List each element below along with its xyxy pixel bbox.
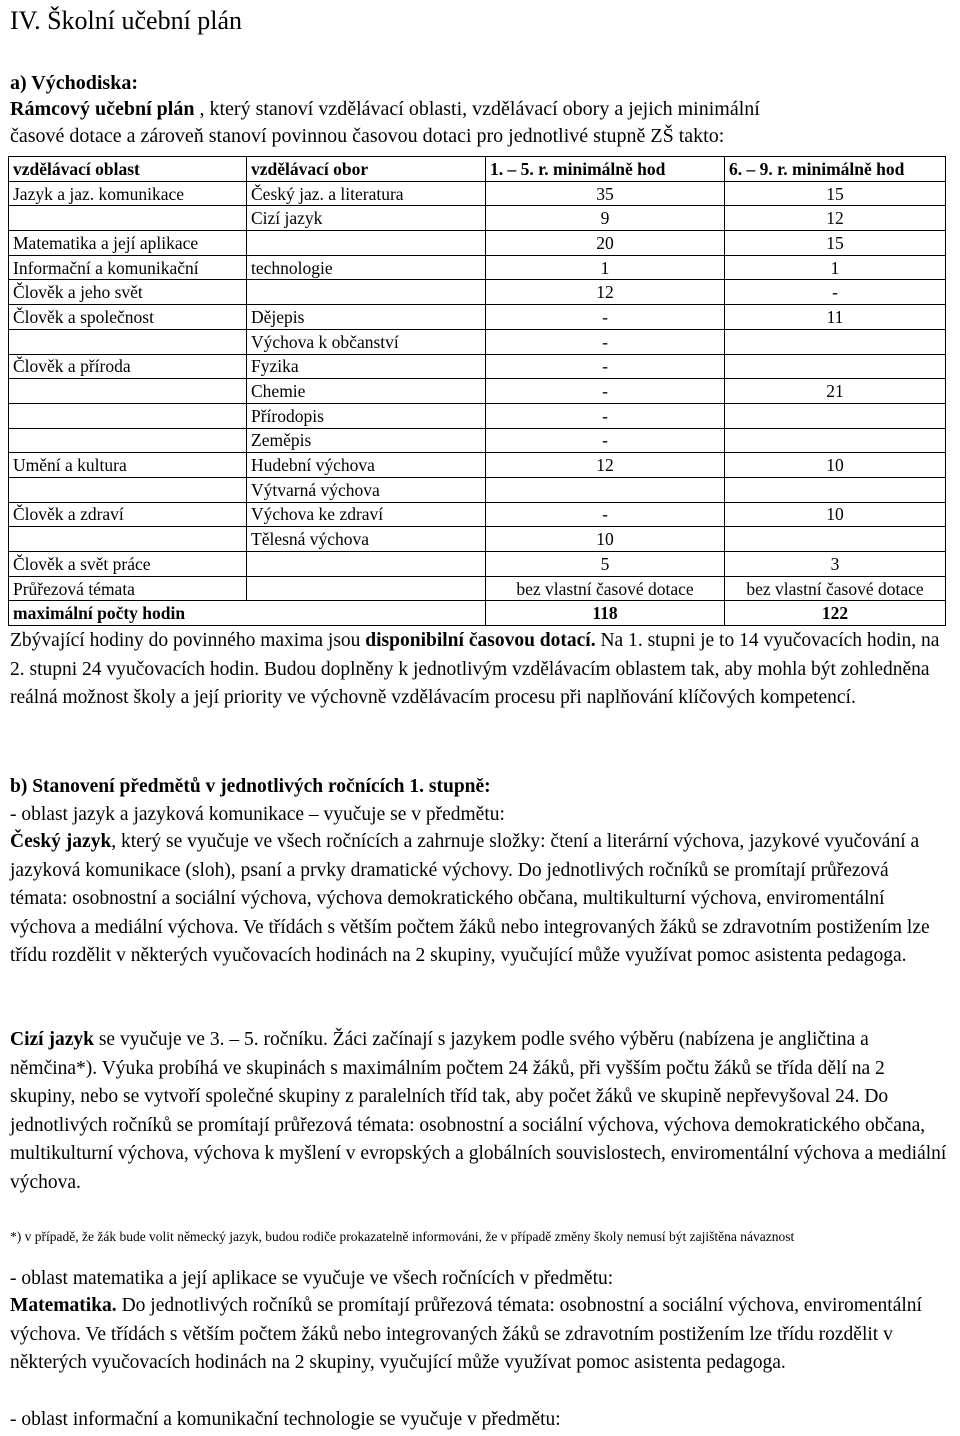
subject-foreign-language: Cizí jazyk — [10, 1029, 94, 1050]
table-cell: Zeměpis — [247, 428, 486, 453]
table-cell: bez vlastní časové dotace — [725, 576, 946, 601]
bold-term: disponibilní časovou dotací. — [365, 630, 596, 651]
table-cell: Český jaz. a literatura — [247, 181, 486, 206]
table-cell: Průřezová témata — [9, 576, 247, 601]
header-cell: vzdělávací obor — [247, 157, 486, 182]
table-row — [9, 231, 946, 256]
paragraph-text: Na 1. stupni je to 14 vyučovacích hodin, na 2. stupni 24 vyučovacích hodin. Budou doplněny k jednotlivým vzdělávacím oblastem tak, aby mohla být zohledněna reálná možnost školy a její priority ve výchovně vzdělávacím procesu při naplňování klíčových kompetencí. — [10, 630, 940, 709]
table-cell — [725, 354, 946, 379]
table-cell: Informační a komunikační — [9, 255, 247, 280]
area-ict-line: - oblast informační a komunikační technologie se vyučuje v předmětu: — [10, 1409, 561, 1430]
table-cell — [9, 428, 247, 453]
table-row — [9, 403, 946, 428]
table-row — [9, 181, 946, 206]
table-cell: 35 — [486, 181, 725, 206]
header-cell: 6. – 9. r. minimálně hod — [725, 157, 946, 182]
intro-bold-term: Rámcový učební plán — [10, 98, 195, 120]
table-cell — [247, 280, 486, 305]
table-cell: 21 — [725, 379, 946, 404]
section-b-title: b) Stanovení předmětů v jednotlivých ročnících 1. stupně: — [10, 776, 491, 797]
table-cell: 5 — [486, 552, 725, 577]
table-cell: Fyzika — [247, 354, 486, 379]
table-cell: 20 — [486, 231, 725, 256]
table-cell — [247, 231, 486, 256]
table-row — [9, 576, 946, 601]
table-cell: - — [486, 502, 725, 527]
table-cell: - — [486, 354, 725, 379]
table-cell — [9, 477, 247, 502]
curriculum-table — [8, 156, 946, 626]
table-cell — [725, 527, 946, 552]
table-cell: Člověk a příroda — [9, 354, 247, 379]
table-row — [9, 552, 946, 577]
table-cell — [725, 428, 946, 453]
table-cell: Umění a kultura — [9, 453, 247, 478]
subject-math: Matematika. — [10, 1295, 117, 1316]
table-row — [9, 354, 946, 379]
czech-paragraph — [10, 828, 950, 971]
math-paragraph — [10, 1292, 950, 1378]
table-cell — [9, 379, 247, 404]
subject-czech: Český jazyk — [10, 831, 112, 852]
table-cell: 10 — [725, 502, 946, 527]
table-cell — [9, 403, 247, 428]
table-row — [9, 305, 946, 330]
table-cell: - — [486, 403, 725, 428]
table-header-row — [9, 157, 946, 182]
table-row — [9, 502, 946, 527]
table-row — [9, 329, 946, 354]
table-cell: Dějepis — [247, 305, 486, 330]
table-row — [9, 206, 946, 231]
table-row — [9, 379, 946, 404]
table-cell: Člověk a zdraví — [9, 502, 247, 527]
table-cell: Jazyk a jaz. komunikace — [9, 181, 247, 206]
table-cell: Přírodopis — [247, 403, 486, 428]
table-row — [9, 453, 946, 478]
table-cell: 15 — [725, 231, 946, 256]
table-cell: Výchova ke zdraví — [247, 502, 486, 527]
table-cell: 10 — [725, 453, 946, 478]
table-cell: - — [486, 428, 725, 453]
table-cell: 12 — [486, 453, 725, 478]
table-row — [9, 255, 946, 280]
page-heading: IV. Školní učební plán — [10, 6, 243, 35]
table-cell — [725, 403, 946, 428]
table-row — [9, 477, 946, 502]
header-cell: vzdělávací oblast — [9, 157, 247, 182]
table-cell — [486, 477, 725, 502]
table-cell: Výchova k občanství — [247, 329, 486, 354]
after-table-paragraph — [10, 627, 950, 713]
foreign-language-paragraph — [10, 1026, 950, 1198]
total-stage-2: 122 — [725, 601, 946, 626]
table-cell: 9 — [486, 206, 725, 231]
area-math-line: - oblast matematika a její aplikace se vyučuje ve všech ročnících v předmětu: — [10, 1268, 614, 1289]
table-cell — [247, 576, 486, 601]
table-cell: - — [725, 280, 946, 305]
paragraph-text: Do jednotlivých ročníků se promítají průřezová témata: osobnostní a sociální výchova, enviromentální výchova. Ve třídách s větším počtem žáků nebo integrovaných žáků se zdravotním postižením lze třídu rozdělit v některých vyučovacích hodinách na 2 skupiny, vyučující může využívat pomoc asistenta pedagoga. — [10, 1295, 922, 1374]
table-cell: Cizí jazyk — [247, 206, 486, 231]
paragraph-text: , který se vyučuje ve všech ročnících a zahrnuje složky: čtení a literární výchova, jazykové vyučování a jazyková komunikace (sloh), psaní a prvky dramatické výchovy. Do jednotlivých ročníků se promítají průřezová témata: osobnostní a sociální výchova, výchova demokratického občana, multikulturní výchova, enviromentální výchova a mediální výchova. Ve třídách s větším počtem žáků nebo integrovaných žáků se zdravotním postižením lze třídu rozdělit v některých vyučovacích hodinách na 2 skupiny, vyučující může využívat pomoc asistenta pedagoga. — [10, 831, 930, 967]
table-cell — [9, 329, 247, 354]
table-cell — [9, 527, 247, 552]
total-stage-1: 118 — [486, 601, 725, 626]
table-cell — [725, 477, 946, 502]
section-a-title: a) Východiska: — [10, 72, 138, 94]
table-cell: bez vlastní časové dotace — [486, 576, 725, 601]
table-cell: technologie — [247, 255, 486, 280]
paragraph-text: se vyučuje ve 3. – 5. ročníku. Žáci začínají s jazykem podle svého výběru (nabízena je angličtina a němčina*). Výuka probíhá ve skupinách s maximálním počtem 24 žáků, při vyšším počtu žáků se třída dělí na 2 skupiny, nebo se vytvoří společné skupiny z paralelních tříd tak, aby počet žáků ve skupině nepřevyšoval 24. Do jednotlivých ročníků se promítají průřezová témata: osobnostní a sociální výchova, výchova demokratického občana, multikulturní výchova, výchova k myšlení v evropských a globálních souvislostech, enviromentální výchova a mediální výchova. — [10, 1029, 947, 1193]
intro-text: , který stanoví vzdělávací oblasti, vzdělávací obory a jejich minimální — [194, 98, 760, 120]
table-row — [9, 527, 946, 552]
table-cell: Matematika a její aplikace — [9, 231, 247, 256]
table-cell: Člověk a společnost — [9, 305, 247, 330]
table-cell: 3 — [725, 552, 946, 577]
table-cell — [725, 329, 946, 354]
table-row — [9, 428, 946, 453]
table-cell — [247, 552, 486, 577]
table-cell: 15 — [725, 181, 946, 206]
table-cell: - — [486, 305, 725, 330]
table-cell: 1 — [725, 255, 946, 280]
total-label: maximální počty hodin — [9, 601, 486, 626]
table-cell — [9, 206, 247, 231]
table-cell: 11 — [725, 305, 946, 330]
area-language-line: - oblast jazyk a jazyková komunikace – vyučuje se v předmětu: — [10, 804, 505, 825]
table-cell: 1 — [486, 255, 725, 280]
table-cell: 10 — [486, 527, 725, 552]
table-cell: Výtvarná výchova — [247, 477, 486, 502]
paragraph-text: Zbývající hodiny do povinného maxima jsou — [10, 630, 366, 651]
table-cell: - — [486, 379, 725, 404]
table-cell: - — [486, 329, 725, 354]
table-cell: Člověk a jeho svět — [9, 280, 247, 305]
table-cell: 12 — [486, 280, 725, 305]
header-cell: 1. – 5. r. minimálně hod — [486, 157, 725, 182]
table-total-row — [9, 601, 946, 626]
table-cell: Chemie — [247, 379, 486, 404]
section-a-intro — [10, 96, 760, 123]
table-cell: Tělesná výchova — [247, 527, 486, 552]
table-row — [9, 280, 946, 305]
table-cell: 12 — [725, 206, 946, 231]
table-cell: Hudební výchova — [247, 453, 486, 478]
section-a-intro-line2: časové dotace a zároveň stanoví povinnou časovou dotaci pro jednotlivé stupně ZŠ takto: — [10, 125, 725, 147]
table-cell: Člověk a svět práce — [9, 552, 247, 577]
footnote: *) v případě, že žák bude volit německý jazyk, budou rodiče prokazatelně informováni, že v případě změny školy nemusí být zajištěna návaznost — [10, 1229, 795, 1244]
